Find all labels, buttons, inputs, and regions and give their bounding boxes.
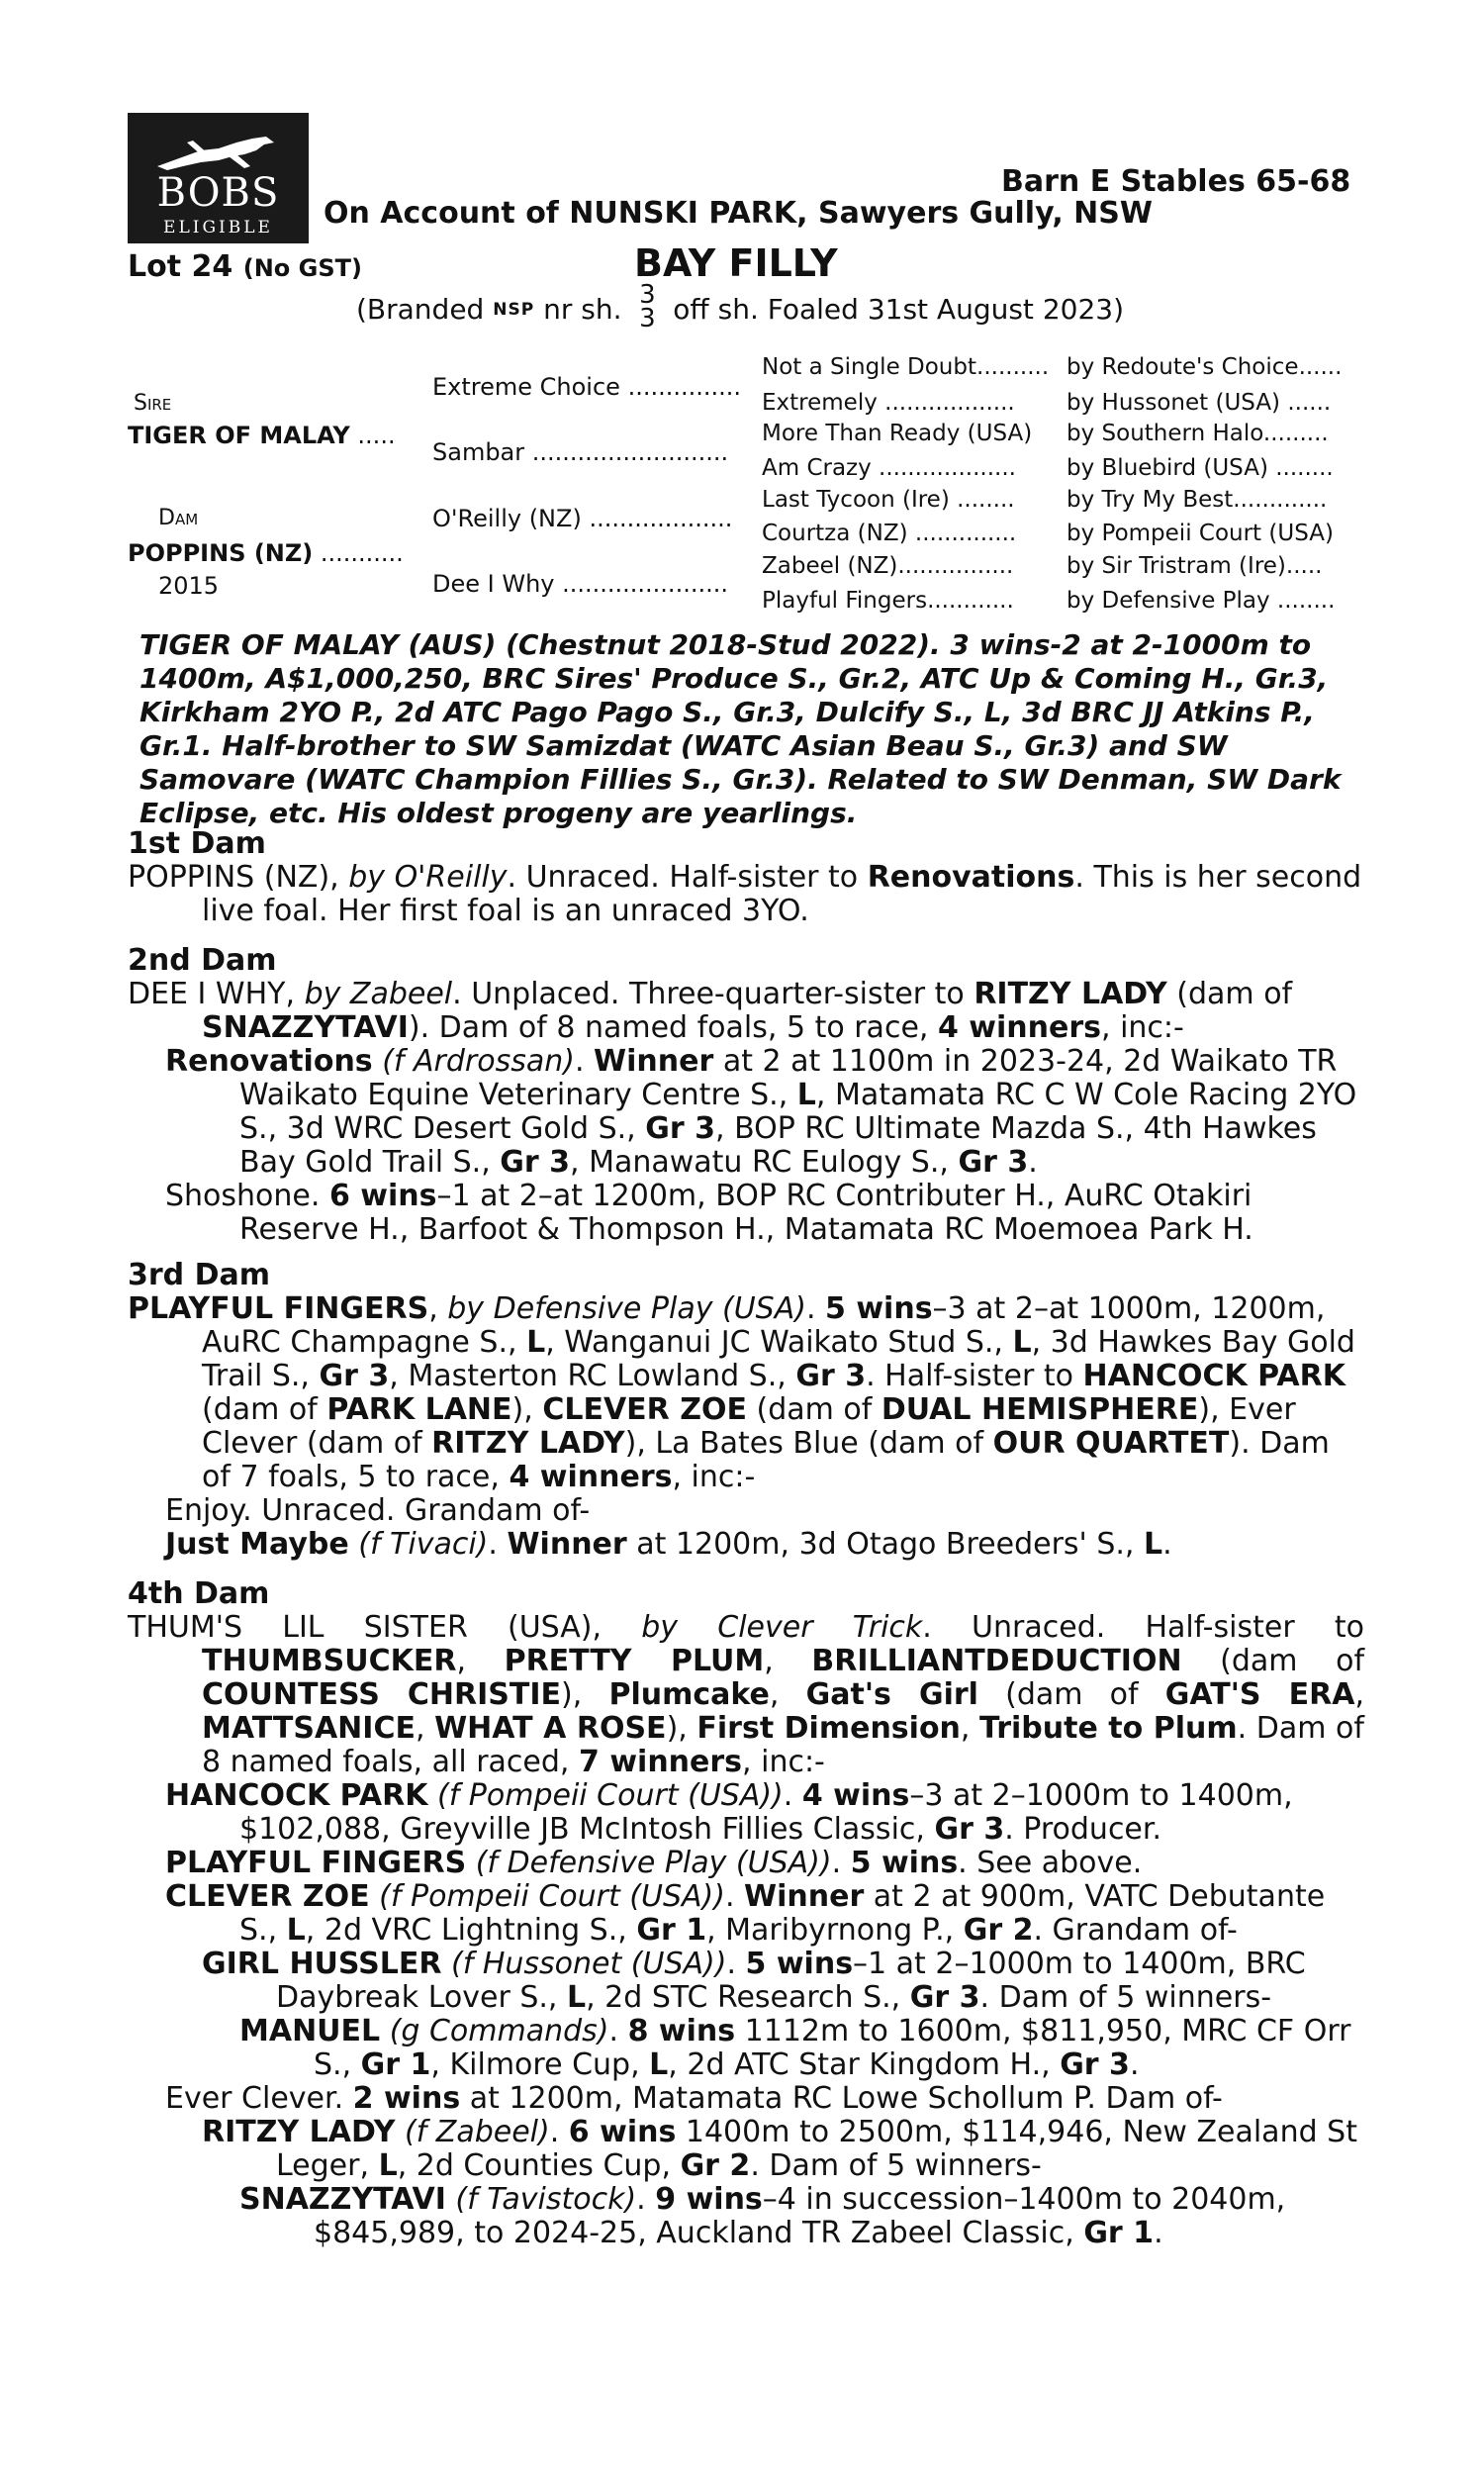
- progeny-renovations: Renovations (f Ardrossan). Winner at 2 at 1100m in 2023-24, 2d Waikato TR Waikato Equine Veterinary Centre S., L, Matamata RC C W Cole Racing 2YO S., 3d WRC Desert Gold S., Gr 3, BOP RC Ultimate Mazda S., 4th Hawkes Bay Gold Trail S., Gr 3, Manawatu RC Eulogy S., Gr 3.: [165, 1044, 1357, 1180]
- branded-text: (Branded: [356, 293, 485, 326]
- gg-6-by: by Sir Tristram (Ire).....: [1067, 553, 1323, 579]
- progeny-ritzy-lady: RITZY LADY (f Zabeel). 6 wins 1400m to 2500m, $114,946, New Zealand St Leger, L, 2d Counties Cup, Gr 2. Dam of 5 winners-: [202, 2115, 1357, 2183]
- grandsire: Extreme Choice ...............: [432, 373, 741, 401]
- dam-label: Dam: [158, 506, 199, 530]
- progeny-shoshone: Shoshone. 6 wins–1 at 2–at 1200m, BOP RC Contributer H., AuRC Otakiri Reserve H., Barfoot & Thompson H., Matamata RC Moemoea Park H.: [165, 1179, 1253, 1247]
- sire-line-1: TIGER OF MALAY (AUS) (Chestnut 2018-Stud 2022). 3 wins-2 at 2-1000m to: [139, 628, 1312, 661]
- gg-5: Courtza (NZ) ..............: [762, 521, 1017, 546]
- section-heading: 2nd Dam: [128, 943, 277, 978]
- progeny-clever-zoe: CLEVER ZOE (f Pompeii Court (USA)). Winner at 2 at 900m, VATC Debutante S., L, 2d VRC Lightning S., Gr 1, Maribyrnong P., Gr 2. Grandam of-: [165, 1879, 1326, 1948]
- gg-5-by: by Pompeii Court (USA): [1067, 521, 1334, 546]
- sire-label: Sire: [134, 391, 172, 416]
- progeny-manuel: MANUEL (g Commands). 8 wins 1112m to 1600m, $811,950, MRC CF Orr S., Gr 1, Kilmore Cup, L, 2d ATC Star Kingdom H., Gr 3.: [239, 2014, 1351, 2082]
- gg-0-by: by Redoute's Choice......: [1067, 354, 1343, 380]
- gg-1-by: by Hussonet (USA) ......: [1067, 390, 1332, 416]
- brand-position: nr sh.: [543, 293, 622, 326]
- granddam-sire-side: Sambar ..........................: [432, 438, 729, 466]
- second-dam-text: DEE I WHY, by Zabeel. Unplaced. Three-quarter-sister to RITZY LADY (dam of SNAZZYTAVI). Dam of 8 named foals, 5 to race, 4 winners, inc:-: [128, 977, 1293, 1045]
- sire-line-3: Kirkham 2YO P., 2d ATC Pago Pago S., Gr.3, Dulcify S., L, 3d BRC JJ Atkins P.,: [139, 696, 1315, 728]
- progeny-ever-clever: Ever Clever. 2 wins at 1200m, Matamata RC Lowe Schollum P. Dam of-: [165, 2081, 1223, 2116]
- vendor-account: On Account of NUNSKI PARK, Sawyers Gully, NSW: [324, 196, 1153, 231]
- logo-subtext: ELIGIBLE: [163, 218, 273, 238]
- section-heading: 4th Dam: [128, 1576, 270, 1611]
- gg-3: Am Crazy ...................: [762, 455, 1016, 481]
- bobs-eligible-logo: [128, 113, 309, 243]
- progeny-just-maybe: Just Maybe (f Tivaci). Winner at 1200m, 3d Otago Breeders' S., L.: [165, 1527, 1172, 1562]
- foaled-date: off sh. Foaled 31st August 2023): [673, 293, 1124, 326]
- sire-line-2: 1400m, A$1,000,250, BRC Sires' Produce S., Gr.2, ATC Up & Coming H., Gr.3,: [139, 662, 1329, 695]
- progeny-playful-fingers: PLAYFUL FINGERS (f Defensive Play (USA)). 5 wins. See above.: [165, 1846, 1143, 1880]
- lot-label: Lot 24: [128, 249, 233, 284]
- gg-0: Not a Single Doubt..........: [762, 354, 1050, 380]
- gg-3-by: by Bluebird (USA) ........: [1067, 455, 1334, 481]
- gg-7: Playful Fingers............: [762, 588, 1014, 614]
- third-dam-text: PLAYFUL FINGERS, by Defensive Play (USA). 5 wins–3 at 2–at 1000m, 1200m, AuRC Champagne S., L, Wanganui JC Waikato Stud S., L, 3d Hawkes Bay Gold Trail S., Gr 3, Masterton RC Lowland S., Gr 3. Half-sister to HANCOCK PARK (dam of PARK LANE), CLEVER ZOE (dam of DUAL HEMISPHERE), Ever Clever (dam of RITZY LADY), La Bates Blue (dam of OUR QUARTET). Dam of 7 foals, 5 to race, 4 winners, inc:-: [128, 1291, 1355, 1494]
- gg-4: Last Tycoon (Ire) ........: [762, 487, 1015, 513]
- first-dam-text: POPPINS (NZ), by O'Reilly. Unraced. Half-sister to Renovations. This is her second live foal. Her first foal is an unraced 3YO.: [128, 860, 1362, 928]
- section-heading: 1st Dam: [128, 826, 266, 861]
- brand-fraction: [630, 280, 664, 333]
- dam-year: 2015: [158, 572, 220, 600]
- first-dam-section: [128, 827, 1364, 928]
- sire-line-4: Gr.1. Half-brother to SW Samizdat (WATC Asian Beau S., Gr.3) and SW: [139, 729, 1228, 762]
- branding-line: [356, 280, 1124, 334]
- dam-name: POPPINS (NZ) ...........: [128, 539, 404, 567]
- sire-line-5: Samovare (WATC Champion Fillies S., Gr.3). Related to SW Denman, SW Dark: [139, 763, 1342, 796]
- second-dam-section: [128, 944, 1364, 1247]
- horse-icon: [149, 129, 288, 176]
- barn-location: Barn E Stables 65-68: [1001, 164, 1351, 199]
- progeny-girl-hussler: GIRL HUSSLER (f Hussonet (USA)). 5 wins–1 at 2–1000m to 1400m, BRC Daybreak Lover S., L, 2d STC Research S., Gr 3. Dam of 5 winners-: [202, 1947, 1306, 2015]
- fraction-top: 3: [639, 280, 656, 310]
- fourth-dam-section: [128, 1577, 1364, 2250]
- gg-2-by: by Southern Halo.........: [1067, 421, 1329, 446]
- sire-line-6: Eclipse, etc. His oldest progeny are yearlings.: [139, 797, 858, 829]
- granddam-dam-side: Dee I Why ......................: [432, 570, 728, 598]
- gg-2: More Than Ready (USA): [762, 421, 1033, 446]
- progeny-hancock-park: HANCOCK PARK (f Pompeii Court (USA)). 4 wins–3 at 2–1000m to 1400m, $102,088, Greyville JB McIntosh Fillies Classic, Gr 3. Producer.: [165, 1778, 1293, 1847]
- gst-note: (No GST): [242, 254, 362, 282]
- progeny-enjoy: Enjoy. Unraced. Grandam of-: [165, 1493, 591, 1528]
- brand-mark: NSP: [493, 300, 535, 320]
- fourth-dam-text: THUM'S LIL SISTER (USA), by Clever Trick. Unraced. Half-sister to THUMBSUCKER, PRETTY PLUM, BRILLIANTDEDUCTION (dam of COUNTESS CHRISTIE), Plumcake, Gat's Girl (dam of GAT'S ERA, MATTSANICE, WHAT A ROSE), First Dimension, Tribute to Plum. Dam of 8 named foals, all raced, 7 winners, inc:-: [128, 1610, 1364, 1779]
- progeny-snazzytavi: SNAZZYTAVI (f Tavistock). 9 wins–4 in succession–1400m to 2040m, $845,989, to 2024-25, Auckland TR Zabeel Classic, Gr 1.: [239, 2182, 1286, 2250]
- section-heading: 3rd Dam: [128, 1258, 270, 1292]
- logo-text: BOBS: [156, 170, 280, 216]
- third-dam-section: [128, 1259, 1364, 1562]
- grandsire-dam-side: O'Reilly (NZ) ...................: [432, 505, 733, 532]
- lot-title: BAY FILLY: [634, 241, 838, 285]
- fraction-bottom: 3: [639, 304, 656, 333]
- sire-summary: [139, 628, 1361, 830]
- lot-number: [128, 249, 362, 284]
- sire-name: TIGER OF MALAY .....: [128, 422, 396, 449]
- gg-1: Extremely ..................: [762, 390, 1015, 416]
- gg-7-by: by Defensive Play ........: [1067, 588, 1336, 614]
- gg-6: Zabeel (NZ)................: [762, 553, 1014, 579]
- gg-4-by: by Try My Best.............: [1067, 487, 1328, 513]
